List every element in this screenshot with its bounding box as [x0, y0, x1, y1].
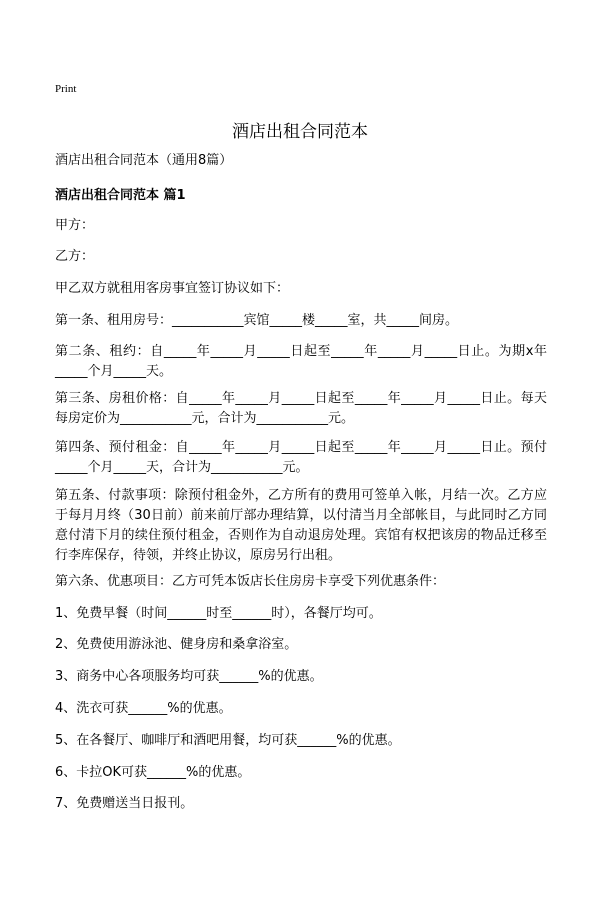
benefit-item: 4、洗衣可获______%的优惠。: [55, 701, 232, 716]
benefit-item: 3、商务中心各项服务均可获______%的优惠。: [55, 669, 323, 684]
benefit-item: 6、卡拉OK可获______%的优惠。: [55, 765, 251, 780]
party-a-label: 甲方：: [55, 218, 95, 233]
benefit-item: 1、免费早餐（时间______时至______时），各餐厅均可。: [55, 606, 382, 621]
benefit-item: 2、免费使用游泳池、健身房和桑拿浴室。: [55, 637, 298, 652]
party-b-label: 乙方：: [55, 249, 95, 264]
clause-1: 第一条、租用房号：___________宾馆_____楼_____室，共_____间房。: [55, 313, 459, 328]
print-label: Print: [55, 83, 77, 95]
clause-6: 第六条、优惠项目：乙方可凭本饭店长住房房卡享受下列优惠条件：: [55, 574, 446, 589]
document-subtitle: 酒店出租合同范本（通用8篇）: [55, 153, 233, 168]
clause-4: 第四条、预付租金：自_____年_____月_____日起至_____年_____月_____日止。预付_____个月_____天，合计为___________元。: [55, 440, 547, 475]
section-heading: 酒店出租合同范本 篇1: [55, 188, 186, 203]
document-title: 酒店出租合同范本: [232, 122, 368, 142]
clause-3: 第三条、房租价格：自_____年_____月_____日起至_____年_____月_____日止。每天每房定价为___________元，合计为___________元。: [55, 391, 547, 426]
clause-2: 第二条、租约：自_____年_____月_____日起至_____年_____月_____日止。为期x年_____个月_____天。: [55, 344, 547, 379]
clause-5: 第五条、付款事项：除预付租金外，乙方所有的费用可签单入帐，月结一次。乙方应于每月月终（30日前）前来前厅部办理结算，以付清当月全部帐目，与此同时乙方同意付清下月的续住预付租金，否则作为自动退房处理。宾馆有权把该房的物品迁移至行李库保存，待领，并终止协议，原房另行出租。: [55, 488, 547, 563]
benefit-item: 5、在各餐厅、咖啡厅和酒吧用餐，均可获______%的优惠。: [55, 733, 401, 748]
benefit-item: 7、免费赠送当日报刊。: [55, 796, 194, 811]
agreement-intro: 甲乙双方就租用客房事宜签订协议如下：: [55, 281, 290, 296]
